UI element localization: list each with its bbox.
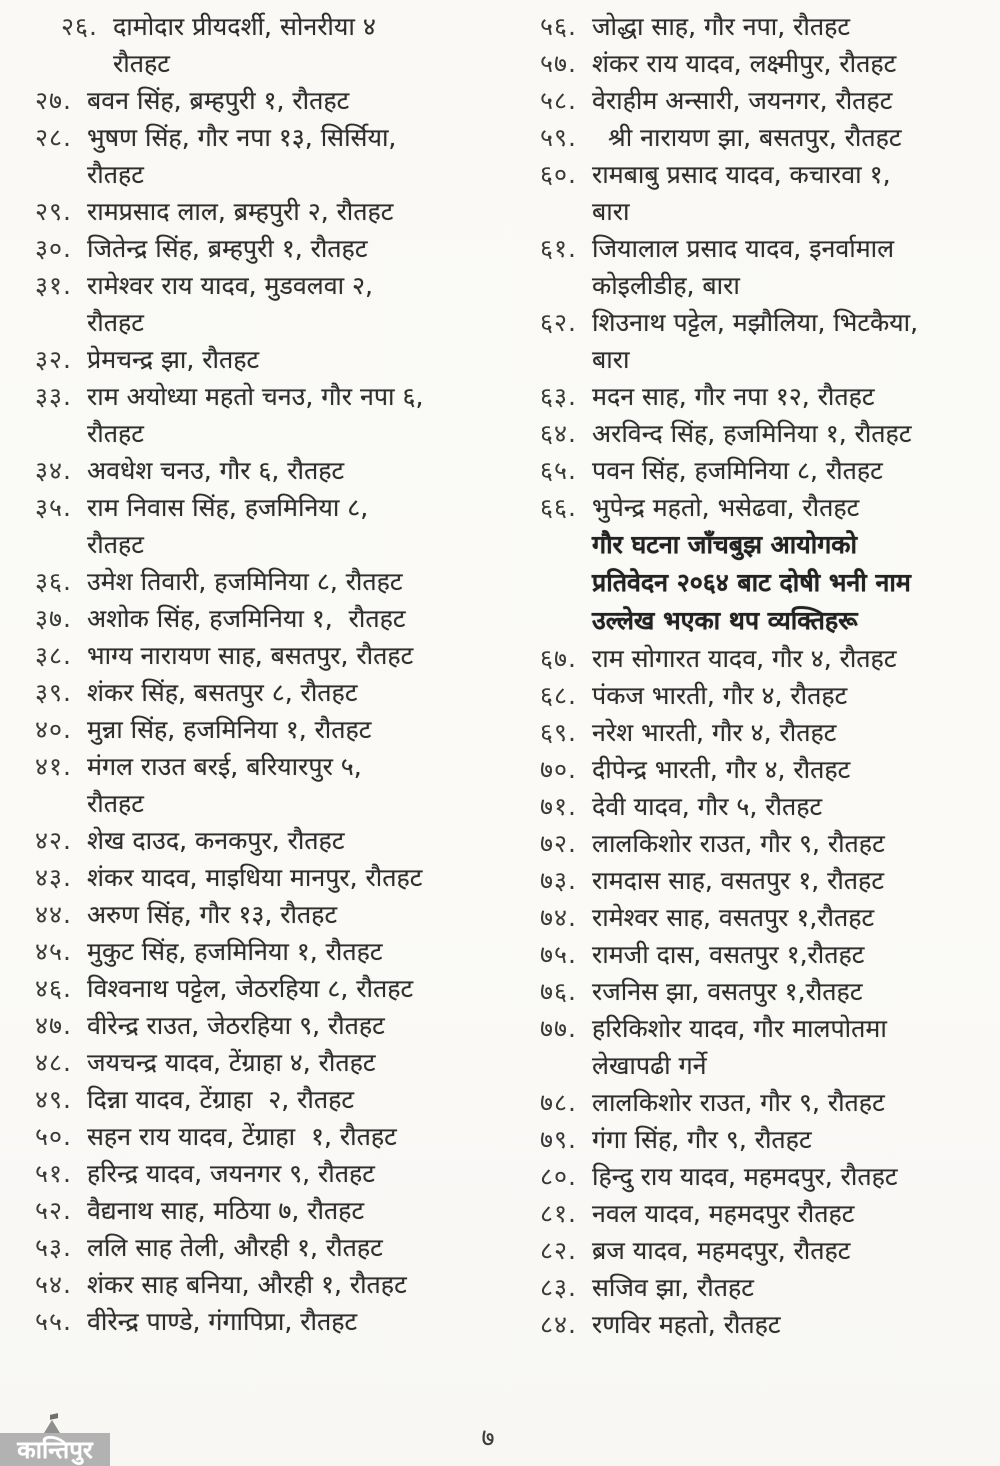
list-item-number: ५७. <box>540 49 577 78</box>
list-item-number: ७६. <box>540 977 577 1006</box>
list-item-number: ७०. <box>540 755 577 784</box>
list-item <box>35 1044 485 1081</box>
list-item-number: ५५. <box>35 1307 72 1336</box>
list-item-text <box>87 600 485 637</box>
list-item-line: मदन साह, गौर नपा १२, रौतहट <box>592 382 875 411</box>
list-item-line: गंगा सिंह, गौर ९, रौतहट <box>592 1125 812 1154</box>
list-item-text <box>592 1121 992 1158</box>
list-item-line: वीरेन्द्र राउत, जेठरहिया ९, रौतहट <box>87 1011 385 1040</box>
list-item-text <box>592 936 992 973</box>
list-item <box>35 193 485 230</box>
list-item <box>540 714 992 751</box>
list-item-text <box>592 378 992 415</box>
list-item-line: बवन सिंह, ब्रम्हपुरी १, रौतहट <box>87 86 350 115</box>
list-item-number: ५३. <box>35 1233 72 1262</box>
list-item-text <box>592 489 992 526</box>
list-item-text <box>592 1306 992 1343</box>
list-item-line: बारा <box>592 345 630 374</box>
list-item-line: पंकज भारती, गौर ४, रौतहट <box>592 681 848 710</box>
list-item <box>540 1084 992 1121</box>
list-item-number: ४७. <box>35 1011 72 1040</box>
list-item-number: ६७. <box>540 644 577 673</box>
list-item <box>540 751 992 788</box>
list-item-number: ६५. <box>540 456 577 485</box>
list-item-line: नवल यादव, महमदपुर रौतहट <box>592 1199 855 1228</box>
list-item <box>35 489 485 563</box>
list-item-text <box>87 1081 485 1118</box>
list-item-number: ५९. <box>540 123 577 152</box>
list-item-number: ७७. <box>540 1014 577 1043</box>
list-item-text <box>592 119 992 156</box>
list-item-line: दामोदार प्रीयदर्शी, सोनरीया ४ <box>113 12 376 41</box>
list-item-number: २९. <box>35 197 72 226</box>
list-item <box>540 82 992 119</box>
list-item-line: भुषण सिंह, गौर नपा १३, सिर्सिया, <box>87 123 397 152</box>
list-item-line: अशोक सिंह, हजमिनिया १, रौतहट <box>87 604 406 633</box>
list-item-text <box>87 674 485 711</box>
list-item <box>35 378 485 452</box>
list-item-line: जितेन्द्र सिंह, ब्रम्हपुरी १, रौतहट <box>87 234 368 263</box>
list-item <box>35 1081 485 1118</box>
list-item-number: ५६. <box>540 12 577 41</box>
list-item <box>540 156 992 230</box>
list-item-line: रणविर महतो, रौतहट <box>592 1310 781 1339</box>
list-item <box>35 1155 485 1192</box>
kantipur-flag-icon <box>44 1420 60 1433</box>
list-item-line: वेराहीम अन्सारी, जयनगर, रौतहट <box>592 86 893 115</box>
list-item-text <box>592 1158 992 1195</box>
list-item-text <box>592 825 992 862</box>
list-item-text <box>592 862 992 899</box>
list-item-number: ३७. <box>35 604 72 633</box>
list-item-number: ५४. <box>35 1270 72 1299</box>
list-item-text <box>87 1007 485 1044</box>
list-item-number: ७१. <box>540 792 577 821</box>
list-item-number: ३०. <box>35 234 72 263</box>
list-item <box>540 677 992 714</box>
list-item-text <box>87 1229 485 1266</box>
kantipur-watermark-text: कान्तिपुर <box>17 1435 93 1464</box>
list-item <box>35 896 485 933</box>
list-item-text <box>592 1195 992 1232</box>
list-item-number: ६४. <box>540 419 577 448</box>
list-item-text <box>592 82 992 119</box>
list-item-text <box>87 82 485 119</box>
list-item-line: जोद्धा साह, गौर नपा, रौतहट <box>592 12 850 41</box>
list-item-number: ७३. <box>540 866 577 895</box>
list-item <box>35 1192 485 1229</box>
list-item-line: हरिन्द्र यादव, जयनगर ९, रौतहट <box>87 1159 375 1188</box>
list-item-number: ८१. <box>540 1199 577 1228</box>
list-item-number: ६६. <box>540 493 577 522</box>
list-item-text <box>87 489 485 563</box>
page-number: ७ <box>481 1423 495 1452</box>
list-item-text <box>592 973 992 1010</box>
list-item-text <box>87 230 485 267</box>
section-heading-line: गौर घटना जाँचबुझ आयोगको <box>592 530 857 559</box>
list-item-line: शंकर राय यादव, लक्ष्मीपुर, रौतहट <box>592 49 897 78</box>
list-item-number: ४१. <box>35 752 72 781</box>
list-item-line: लालकिशोर राउत, गौर ९, रौतहट <box>592 1088 885 1117</box>
list-item <box>540 1158 992 1195</box>
list-item-number: ६१. <box>540 234 577 263</box>
name-list-right-column <box>540 8 992 1343</box>
list-item-number: ४०. <box>35 715 72 744</box>
list-item-text <box>592 45 992 82</box>
list-item-line: रामजी दास, वसतपुर १,रौतहट <box>592 940 865 969</box>
list-item-line: लालकिशोर राउत, गौर ९, रौतहट <box>592 829 885 858</box>
list-item-text <box>87 1155 485 1192</box>
list-item-text <box>87 1303 485 1340</box>
list-item-text <box>87 1044 485 1081</box>
list-item <box>35 1303 485 1340</box>
list-item-number: ४५. <box>35 937 72 966</box>
list-item-text <box>87 637 485 674</box>
list-item-line: रामदास साह, वसतपुर १, रौतहट <box>592 866 884 895</box>
list-item <box>540 8 992 45</box>
list-item-number: ८४. <box>540 1310 577 1339</box>
list-item-line: जयचन्द्र यादव, टेंग्राहा ४, रौतहट <box>87 1048 376 1077</box>
list-item <box>540 862 992 899</box>
kantipur-watermark <box>0 1433 110 1466</box>
list-item <box>540 899 992 936</box>
list-item <box>35 748 485 822</box>
list-item-line: पवन सिंह, हजमिनिया ८, रौतहट <box>592 456 883 485</box>
list-item-number: ४३. <box>35 863 72 892</box>
list-item-text <box>87 748 485 822</box>
list-item-text <box>592 1084 992 1121</box>
list-item-number: ३१. <box>35 271 72 300</box>
list-item-line: राम सोगारत यादव, गौर ४, रौतहट <box>592 644 897 673</box>
list-item-line: मुकुट सिंह, हजमिनिया १, रौतहट <box>87 937 383 966</box>
list-item-number: ६०. <box>540 160 577 189</box>
list-item-text <box>592 899 992 936</box>
list-item-line: कोइलीडीह, बारा <box>592 271 740 300</box>
list-item-text <box>87 119 485 193</box>
list-item <box>540 1195 992 1232</box>
list-item <box>540 640 992 677</box>
list-item-line: हरिकिशोर यादव, गौर मालपोतमा <box>592 1014 887 1043</box>
list-item-line: सजिव झा, रौतहट <box>592 1273 754 1302</box>
list-item-text <box>592 1269 992 1306</box>
list-item-number: ७८. <box>540 1088 577 1117</box>
list-item-line: मुन्ना सिंह, हजमिनिया १, रौतहट <box>87 715 372 744</box>
name-list-left-column <box>35 8 485 1340</box>
list-item-line: लेखापढी गर्ने <box>592 1051 707 1080</box>
list-item <box>35 452 485 489</box>
list-item-text <box>592 751 992 788</box>
list-item-number: ८०. <box>540 1162 577 1191</box>
list-item-line: रामबाबु प्रसाद यादव, कचारवा १, <box>592 160 891 189</box>
list-item <box>540 230 992 304</box>
list-item-number: ३२. <box>35 345 72 374</box>
list-item-line: वीरेन्द्र पाण्डे, गंगापिप्रा, रौतहट <box>87 1307 358 1336</box>
list-item <box>540 973 992 1010</box>
list-item-number: २६. <box>61 12 98 41</box>
list-item-number: ३५. <box>35 493 72 522</box>
list-item-number: ७४. <box>540 903 577 932</box>
list-item <box>35 1007 485 1044</box>
list-item-text <box>87 896 485 933</box>
list-item-line: अरुण सिंह, गौर १३, रौतहट <box>87 900 338 929</box>
list-item-number: ५०. <box>35 1122 72 1151</box>
list-item <box>35 637 485 674</box>
list-item-number: ३९. <box>35 678 72 707</box>
list-item-line: ललि साह तेली, औरही १, रौतहट <box>87 1233 383 1262</box>
list-item-line: जियालाल प्रसाद यादव, इनर्वामाल <box>592 234 895 263</box>
list-item-line: श्री नारायण झा, बसतपुर, रौतहट <box>608 123 902 152</box>
list-item <box>540 1306 992 1343</box>
list-item-line: अरविन्द सिंह, हजमिनिया १, रौतहट <box>592 419 912 448</box>
list-item <box>35 822 485 859</box>
list-item-line: प्रेमचन्द्र झा, रौतहट <box>87 345 260 374</box>
list-item <box>540 45 992 82</box>
list-item-number: ८३. <box>540 1273 577 1302</box>
list-item-line: रजनिस झा, वसतपुर १,रौतहट <box>592 977 863 1006</box>
list-item-number: ४४. <box>35 900 72 929</box>
list-item <box>35 267 485 341</box>
list-item-text <box>592 452 992 489</box>
list-item <box>35 82 485 119</box>
list-item-line: ब्रज यादव, महमदपुर, रौतहट <box>592 1236 851 1265</box>
list-item-text <box>87 711 485 748</box>
list-item-line: रामेश्वर साह, वसतपुर १,रौतहट <box>592 903 875 932</box>
list-item-text <box>592 640 992 677</box>
list-item <box>35 600 485 637</box>
list-item-text <box>592 8 992 45</box>
list-item-line: हिन्दु राय यादव, महमदपुर, रौतहट <box>592 1162 898 1191</box>
list-item-line: शिउनाथ पट्टेल, मझौलिया, भिटकैया, <box>592 308 919 337</box>
list-item <box>35 230 485 267</box>
list-item <box>35 1229 485 1266</box>
list-item <box>35 970 485 1007</box>
list-item <box>35 8 485 82</box>
list-item-text <box>592 714 992 751</box>
list-item-number: ३४. <box>35 456 72 485</box>
list-item-text <box>87 1118 485 1155</box>
list-item <box>35 933 485 970</box>
list-item <box>540 1269 992 1306</box>
list-item-line: भाग्य नारायण साह, बसतपुर, रौतहट <box>87 641 414 670</box>
list-item-text <box>87 1192 485 1229</box>
list-item-number: ७९. <box>540 1125 577 1154</box>
section-heading-line: उल्लेख भएका थप व्यक्तिहरू <box>592 606 858 635</box>
list-item-text <box>87 970 485 1007</box>
list-item-text <box>87 933 485 970</box>
list-item-text <box>592 304 992 378</box>
section-heading <box>592 526 992 640</box>
list-item-text <box>87 452 485 489</box>
list-item-line: शंकर सिंह, बसतपुर ८, रौतहट <box>87 678 358 707</box>
list-item-line: दीपेन्द्र भारती, गौर ४, रौतहट <box>592 755 851 784</box>
list-item-text <box>592 156 992 230</box>
list-item-number: ५८. <box>540 86 577 115</box>
list-item <box>35 711 485 748</box>
list-item <box>35 859 485 896</box>
list-item <box>35 1266 485 1303</box>
list-item-number: ७२. <box>540 829 577 858</box>
list-item-number: ५१. <box>35 1159 72 1188</box>
section-heading-line: प्रतिवेदन २०६४ बाट दोषी भनी नाम <box>592 568 911 597</box>
list-item <box>540 788 992 825</box>
list-item-number: ४२. <box>35 826 72 855</box>
list-item-line: शंकर यादव, माइधिया मानपुर, रौतहट <box>87 863 423 892</box>
list-item <box>35 674 485 711</box>
list-item-number: ४८. <box>35 1048 72 1077</box>
list-item-number: ४९. <box>35 1085 72 1114</box>
list-item-line: बारा <box>592 197 630 226</box>
list-item-text <box>592 677 992 714</box>
list-item-text <box>87 341 485 378</box>
list-item-text <box>592 1010 992 1084</box>
list-item-line: रौतहट <box>87 530 144 559</box>
list-item <box>35 119 485 193</box>
list-item-number: ६९. <box>540 718 577 747</box>
list-item-line: रौतहट <box>87 160 144 189</box>
list-item <box>540 304 992 378</box>
list-item <box>540 489 992 526</box>
list-item-line: शेख दाउद, कनकपुर, रौतहट <box>87 826 345 855</box>
list-item <box>35 563 485 600</box>
list-item-text <box>87 378 485 452</box>
list-item-text <box>592 788 992 825</box>
list-item-text <box>87 193 485 230</box>
list-item-line: सहन राय यादव, टेंग्राहा १, रौतहट <box>87 1122 397 1151</box>
list-item <box>540 378 992 415</box>
list-item-line: शंकर साह बनिया, औरही १, रौतहट <box>87 1270 407 1299</box>
list-item-text <box>87 1266 485 1303</box>
list-item-text <box>87 822 485 859</box>
list-item-line: नरेश भारती, गौर ४, रौतहट <box>592 718 837 747</box>
list-item <box>540 415 992 452</box>
list-item-text <box>87 563 485 600</box>
list-item-number: ५२. <box>35 1196 72 1225</box>
list-item-line: वैद्यनाथ साह, मठिया ७, रौतहट <box>87 1196 365 1225</box>
list-item-line: रामप्रसाद लाल, ब्रम्हपुरी २, रौतहट <box>87 197 394 226</box>
list-item-number: ३६. <box>35 567 72 596</box>
list-item-line: दिन्ना यादव, टेंग्राहा २, रौतहट <box>87 1085 355 1114</box>
list-item-number: ६८. <box>540 681 577 710</box>
list-item-line: रौतहट <box>113 49 170 78</box>
list-item <box>540 936 992 973</box>
list-item-line: रामेश्वर राय यादव, मुडवलवा २, <box>87 271 373 300</box>
list-item-text <box>592 1232 992 1269</box>
list-item-text <box>87 267 485 341</box>
list-item-number: २८. <box>35 123 72 152</box>
list-item-line: विश्वनाथ पट्टेल, जेठरहिया ८, रौतहट <box>87 974 414 1003</box>
list-item-number: ६२. <box>540 308 577 337</box>
list-item <box>540 1010 992 1084</box>
list-item <box>540 452 992 489</box>
list-item <box>35 1118 485 1155</box>
list-item-line: मंगल राउत बरई, बरियारपुर ५, <box>87 752 362 781</box>
list-item-line: अवधेश चनउ, गौर ६, रौतहट <box>87 456 345 485</box>
list-item-text <box>87 859 485 896</box>
list-item-line: रौतहट <box>87 789 144 818</box>
list-item-number: ४६. <box>35 974 72 1003</box>
list-item <box>540 1232 992 1269</box>
list-item <box>540 1121 992 1158</box>
list-item-number: ८२. <box>540 1236 577 1265</box>
list-item-line: राम निवास सिंह, हजमिनिया ८, <box>87 493 369 522</box>
list-item-line: उमेश तिवारी, हजमिनिया ८, रौतहट <box>87 567 403 596</box>
list-item <box>35 341 485 378</box>
list-item-line: राम अयोध्या महतो चनउ, गौर नपा ६, <box>87 382 424 411</box>
list-item-line: रौतहट <box>87 419 144 448</box>
list-item-number: ६३. <box>540 382 577 411</box>
list-item <box>540 825 992 862</box>
list-item-text <box>592 230 992 304</box>
list-item-line: रौतहट <box>87 308 144 337</box>
list-item-text <box>592 415 992 452</box>
list-item-number: ३३. <box>35 382 72 411</box>
list-item <box>540 119 992 156</box>
list-item-text <box>113 8 485 82</box>
list-item-number: ७५. <box>540 940 577 969</box>
list-item-line: भुपेन्द्र महतो, भसेढवा, रौतहट <box>592 493 860 522</box>
list-item-number: ३८. <box>35 641 72 670</box>
list-item-number: २७. <box>35 86 72 115</box>
list-item-line: देवी यादव, गौर ५, रौतहट <box>592 792 823 821</box>
